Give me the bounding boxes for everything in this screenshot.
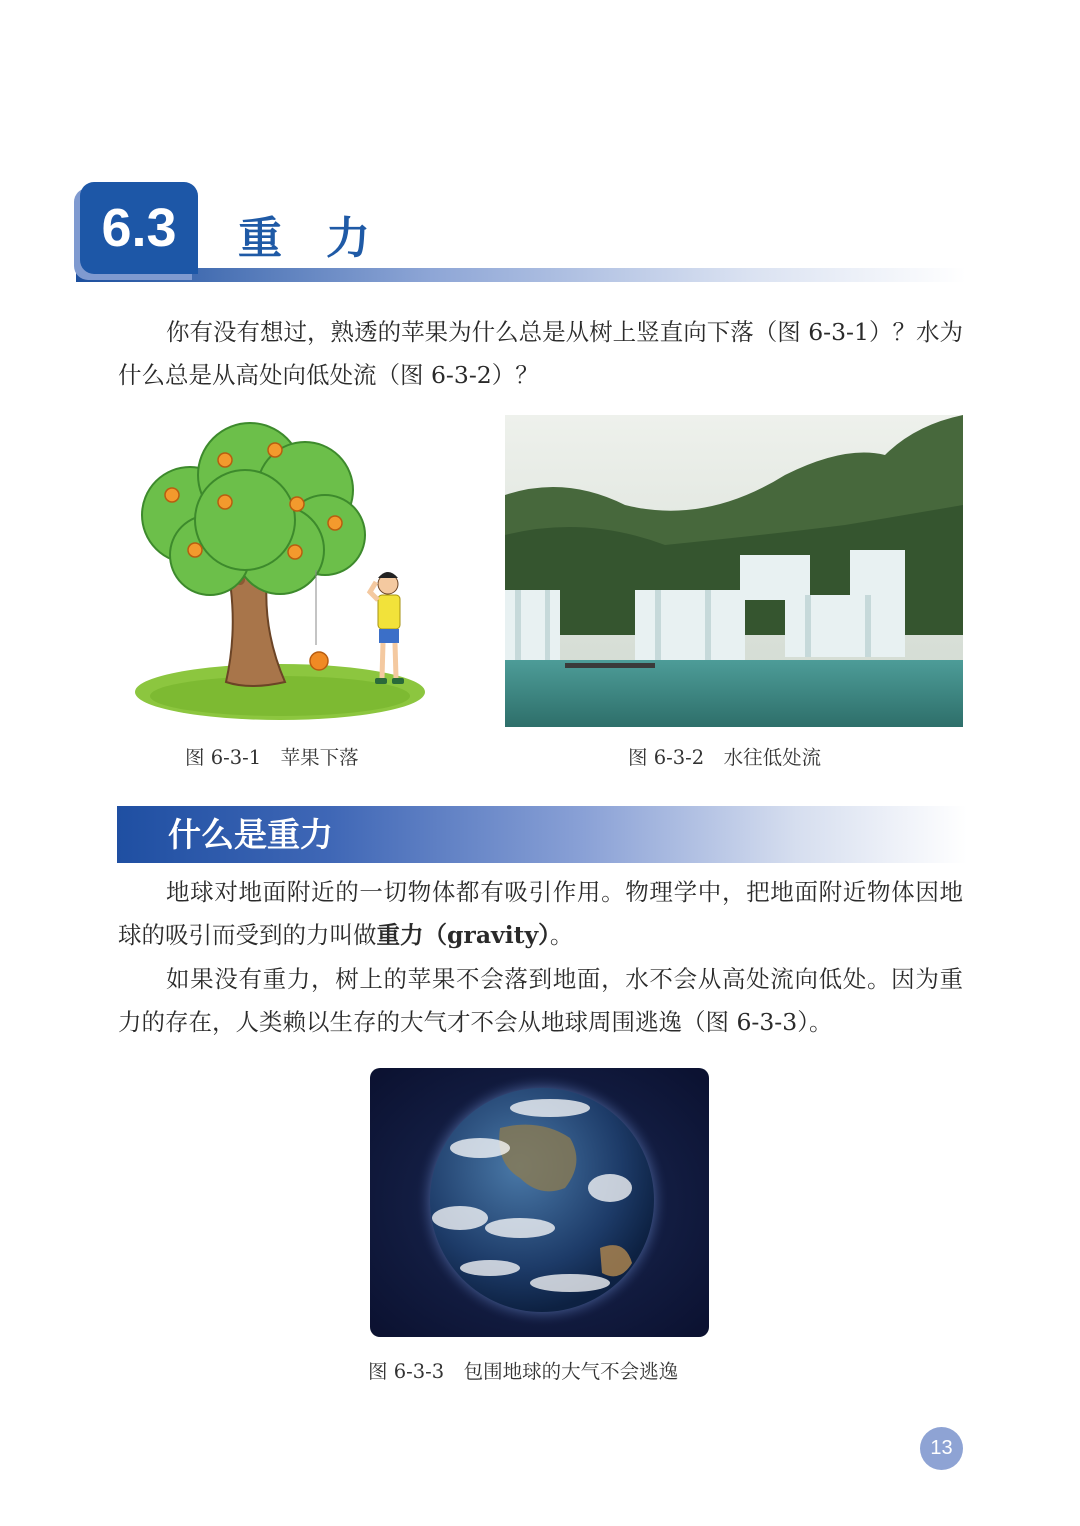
section-number: 6.3 xyxy=(101,198,177,258)
section-title-underline xyxy=(76,268,966,282)
figure-caption-6-3-2: 图 6-3-2 水往低处流 xyxy=(628,746,822,769)
definition-text: 地球对地面附近的一切物体都有吸引作用。物理学中，把地面附近物体因地球的吸引而受到的力叫做 xyxy=(118,878,963,949)
definition-end: 。 xyxy=(549,921,574,949)
gravity-effect-paragraph: 如果没有重力，树上的苹果不会落到地面，水不会从高处流向低处。因为重力的存在，人类赖以生存的大气才不会从地球周围逃逸（图 6-3-3）。 xyxy=(118,965,963,1036)
figure-caption-6-3-1: 图 6-3-1 苹果下落 xyxy=(185,746,359,769)
figure-caption-6-3-3: 图 6-3-3 包围地球的大气不会逃逸 xyxy=(368,1360,679,1383)
section-title: 重力 xyxy=(238,213,414,264)
earth-photo xyxy=(370,1068,709,1337)
waterfall-photo xyxy=(505,415,963,727)
subsection-title: 什么是重力 xyxy=(168,815,333,854)
intro-paragraph: 你有没有想过，熟透的苹果为什么总是从树上竖直向下落（图 6-3-1）？水为什么总是从高处向低处流（图 6-3-2）？ xyxy=(118,318,963,389)
gravity-term: 重力（gravity） xyxy=(376,921,550,949)
definition-paragraph xyxy=(118,871,963,957)
page-number: 13 xyxy=(920,1427,963,1470)
apple-tree-illustration xyxy=(130,420,430,725)
